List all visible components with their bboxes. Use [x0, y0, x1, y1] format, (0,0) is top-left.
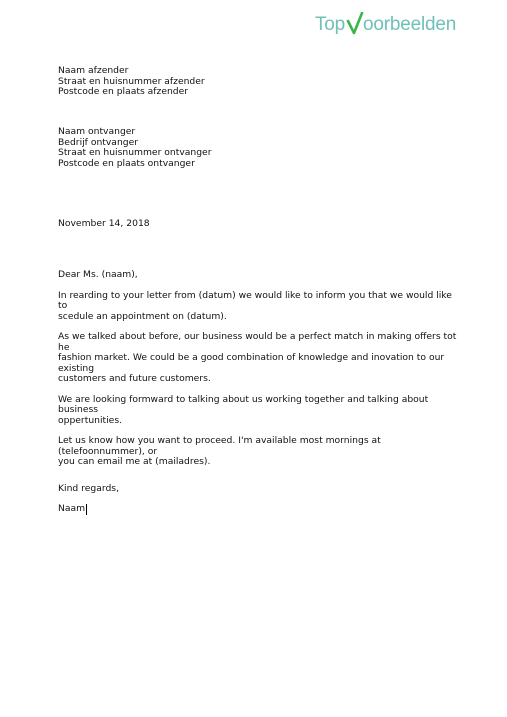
recipient-name: Naam ontvanger	[58, 126, 136, 137]
closing: Kind regards,	[58, 482, 119, 494]
sender-name: Naam afzender	[58, 65, 129, 76]
salutation: Dear Ms. (naam),	[58, 269, 138, 280]
sender-street: Straat en huisnummer afzender	[58, 75, 205, 87]
paragraph: Let us know how you want to proceed. I'm available most mornings at (telefoonnummer), or you can email me at (mailadres).	[58, 435, 381, 467]
text-cursor	[86, 504, 87, 515]
topvoorbeelden-logo	[315, 12, 456, 36]
recipient-company: Bedrijf ontvanger	[58, 136, 139, 148]
logo-text-prefix: Top	[315, 14, 346, 35]
letter-body[interactable]	[58, 270, 458, 515]
checkmark-v-icon	[346, 12, 364, 36]
paragraph: As we talked about before, our business would be a perfect match in making offers tot he fashion market. We could be a good combination of knowledge and inovation to our existing customers and future customers.	[58, 331, 457, 384]
recipient-address	[58, 127, 211, 170]
paragraph: In rearding to your letter from (datum) we would like to inform you that we would like to scedule an appointment on (datum).	[58, 289, 452, 322]
signature-line[interactable]	[58, 504, 458, 515]
signature: Naam	[58, 503, 86, 515]
sender-city: Postcode en plaats afzender	[58, 86, 189, 98]
recipient-street: Straat en huisnummer ontvanger	[58, 147, 212, 159]
recipient-city: Postcode en plaats ontvanger	[58, 158, 195, 170]
date-text: November 14, 2018	[58, 218, 150, 229]
sender-address	[58, 66, 205, 98]
letter-date	[58, 219, 150, 230]
logo-text-suffix: oorbeelden	[363, 14, 457, 35]
paragraph: We are looking formward to talking about us working together and talking about business oppertunities.	[58, 393, 429, 426]
